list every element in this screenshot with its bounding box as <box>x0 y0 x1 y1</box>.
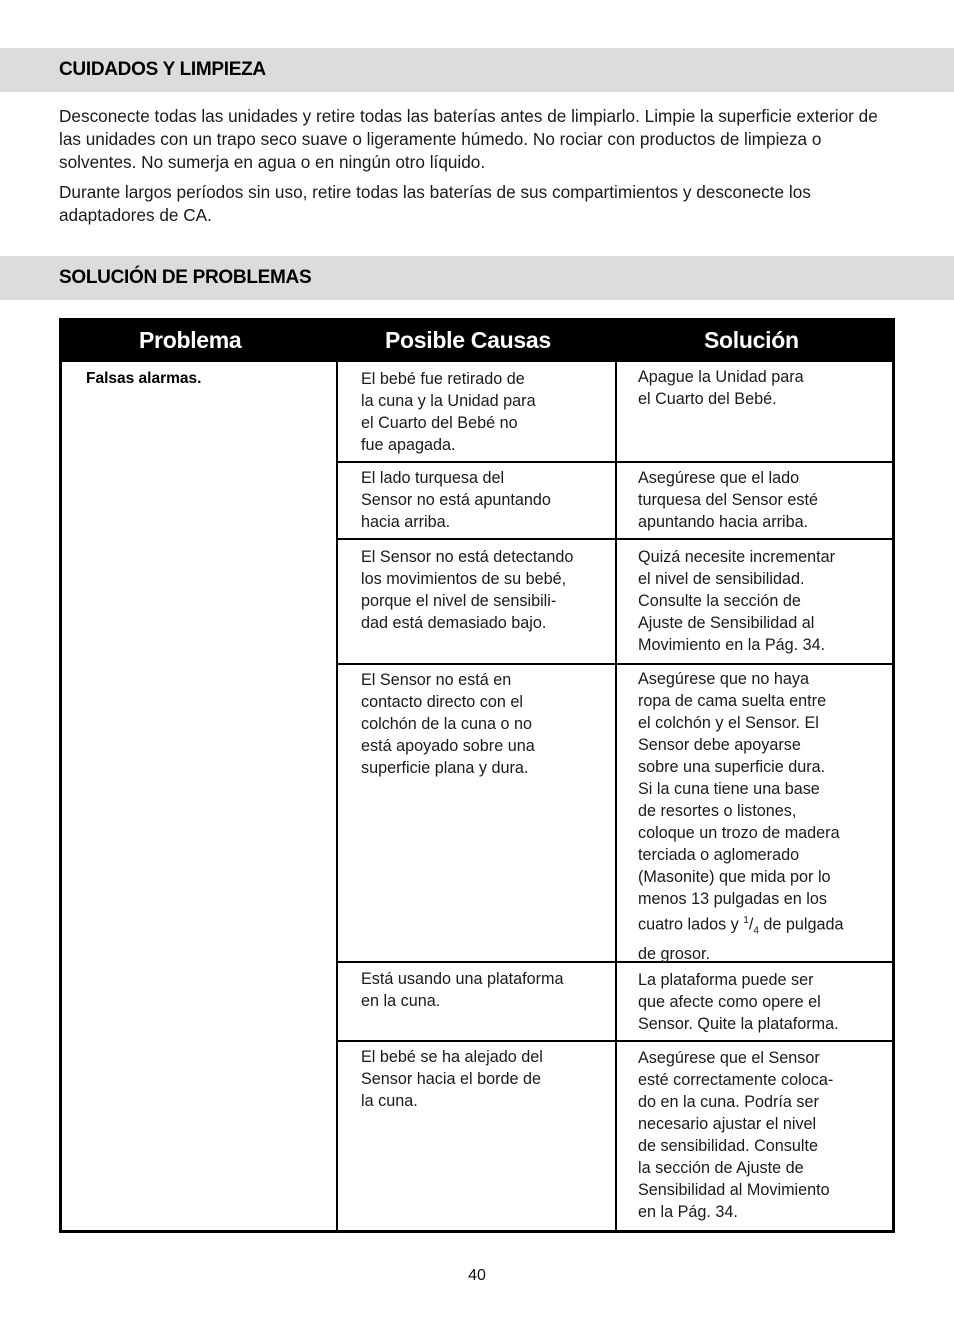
care-heading-band <box>0 48 954 92</box>
row-divider-1 <box>336 461 892 463</box>
cause-cell: El lado turquesa del Sensor no está apuntando hacia arriba. <box>361 469 551 531</box>
solution-text-after: de pulgada de grosor. <box>638 915 844 963</box>
page-number: 40 <box>468 1267 486 1284</box>
column-header-problem: Problema <box>139 327 242 353</box>
column-header-causes: Posible Causas <box>385 327 551 353</box>
cause-cell: El bebé se ha alejado del Sensor hacia el borde de la cuna. <box>361 1048 543 1110</box>
care-heading: CUIDADOS Y LIMPIEZA <box>59 59 266 80</box>
row-divider-3 <box>336 663 892 665</box>
cause-cell: El Sensor no está detectando los movimientos de su bebé, porque el nivel de sensibili- dad está demasiado bajo. <box>361 548 574 632</box>
column-divider-1 <box>336 362 338 1230</box>
cause-cell: El bebé fue retirado de la cuna y la Unidad para el Cuarto del Bebé no fue apagada. <box>361 370 536 454</box>
solution-cell: Quizá necesite incrementar el nivel de sensibilidad. Consulte la sección de Ajuste de Sensibilidad al Movimiento en la Pág. 34. <box>638 548 836 654</box>
fraction-denominator: 4 <box>753 925 759 937</box>
row-divider-2 <box>336 538 892 540</box>
care-paragraph-2: Durante largos períodos sin uso, retire todas las baterías de sus compartimientos y desconecte los adaptadores de CA. <box>59 182 811 225</box>
cause-cell: Está usando una plataforma en la cuna. <box>361 970 564 1010</box>
table-header <box>59 318 895 362</box>
cause-cell: El Sensor no está en contacto directo con el colchón de la cuna o no está apoyado sobre una superficie plana y dura. <box>361 671 535 777</box>
solution-text-before: Asegúrese que no haya ropa de cama suelta entre el colchón y el Sensor. El Sensor debe apoyarse sobre una superficie dura. Si la cuna tiene una base de resortes o listones, coloque un trozo de madera terciada o aglomerado (Masonite) que mida por lo menos 13 pulgadas en los cuatro lados y <box>638 670 840 934</box>
troubleshooting-heading: SOLUCIÓN DE PROBLEMAS <box>59 267 312 288</box>
solution-cell: Asegúrese que el lado turquesa del Sensor esté apuntando hacia arriba. <box>638 469 818 531</box>
troubleshooting-table <box>59 318 895 1233</box>
solution-cell: La plataforma puede ser que afecte como opere el Sensor. Quite la plataforma. <box>638 971 839 1033</box>
solution-cell: Asegúrese que el Sensor esté correctamente coloca- do en la cuna. Podría ser necesario ajustar el nivel de sensibilidad. Consulte la sección de Ajuste de Sensibilidad al Movimiento en la Pág. 34. <box>638 1049 834 1221</box>
care-paragraph-1: Desconecte todas las unidades y retire todas las baterías antes de limpiarlo. Limpie la superficie exterior de las unidades con un trapo seco suave o ligeramente húmedo. No rociar con productos de limpieza o solventes. No sumerja en agua o en ningún otro líquido. <box>59 106 878 172</box>
fraction-numerator: 1 <box>743 915 749 926</box>
solution-cell: Apague la Unidad para el Cuarto del Bebé. <box>638 368 804 408</box>
row-divider-5 <box>336 1040 892 1042</box>
column-header-solution: Solución <box>704 327 799 353</box>
solution-cell: Asegúrese que no haya ropa de cama suelta entre el colchón y el Sensor. El Sensor debe apoyarse sobre una superficie dura. Si la cuna tiene una base de resortes o listones, coloque un trozo de madera terciada o aglomerado (Masonite) que mida por lo menos 13 pulgadas en los cuatro lados y $^1/_4$ de pulgada de grosor. <box>638 670 844 963</box>
troubleshooting-heading-band <box>0 256 954 300</box>
column-divider-2 <box>615 362 617 1230</box>
problem-cell: Falsas alarmas. <box>86 370 202 387</box>
